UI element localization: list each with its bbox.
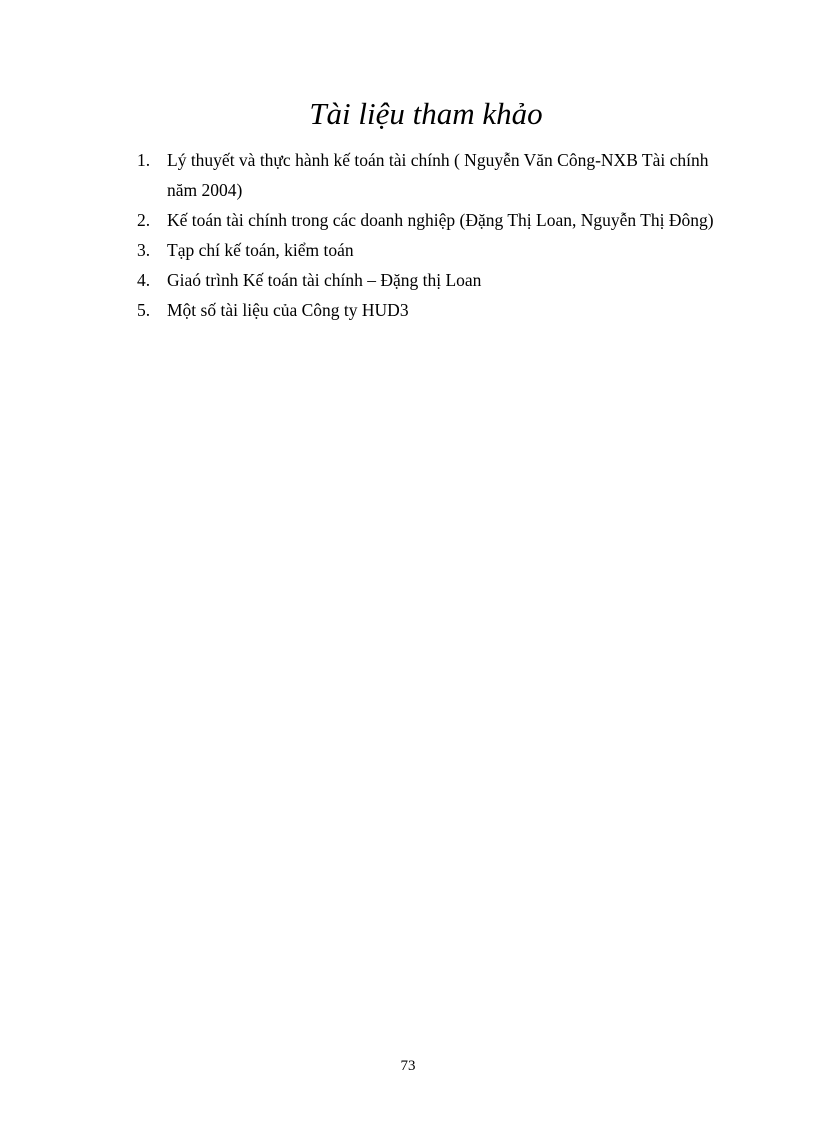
reference-item-5: [137, 295, 727, 325]
reference-item-1: [137, 145, 727, 205]
reference-list: [137, 145, 727, 325]
reference-text: Tạp chí kế toán, kiểm toán: [167, 240, 354, 260]
reference-text: Kế toán tài chính trong các doanh nghiệp (Đặng Thị Loan, Nguyễn Thị Đông): [167, 210, 714, 230]
page-title: Tài liệu tham khảo: [309, 96, 543, 131]
reference-number: 2.: [137, 210, 151, 230]
page-number: 73: [400, 1058, 416, 1074]
reference-item-2: [137, 205, 727, 235]
reference-text: Lý thuyết và thực hành kế toán tài chính ( Nguyễn Văn Công-NXB Tài chính năm 2004): [167, 150, 709, 200]
reference-text: Giaó trình Kế toán tài chính – Đặng thị Loan: [167, 270, 482, 290]
reference-text: Một số tài liệu của Công ty HUD3: [167, 300, 409, 320]
reference-number: 3.: [137, 240, 151, 260]
reference-number: 5.: [137, 300, 151, 320]
reference-number: 4.: [137, 270, 151, 290]
reference-number: 1.: [137, 150, 151, 170]
reference-item-3: [137, 235, 727, 265]
reference-item-4: [137, 265, 727, 295]
